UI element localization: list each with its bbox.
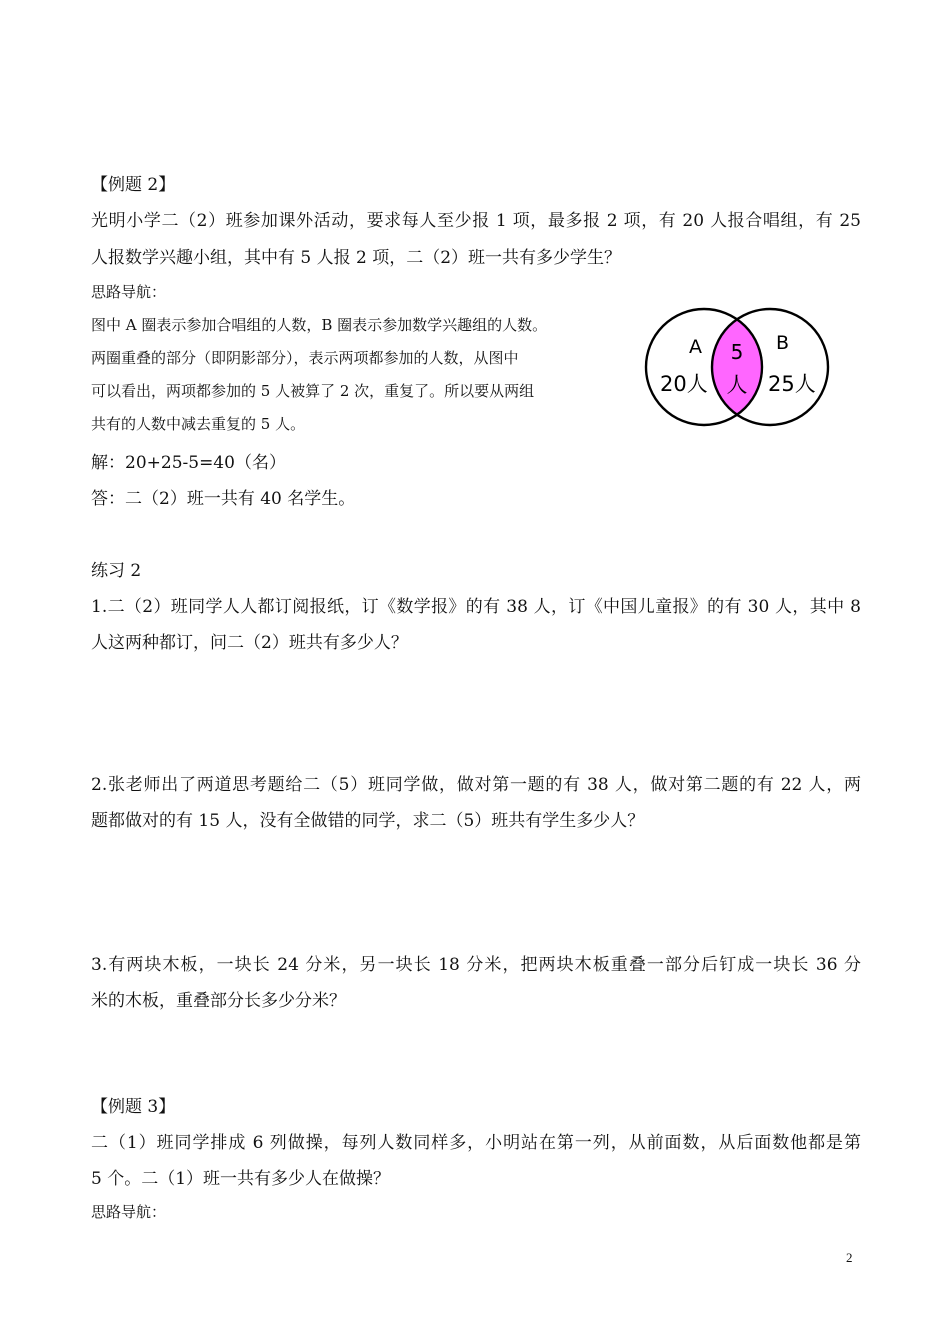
venn-count-a: 20人	[660, 372, 708, 396]
practice2-q1-line2: 人这两种都订，问二（2）班共有多少人？	[91, 633, 408, 653]
example2-hint-line2: 两圈重叠的部分（即阴影部分），表示两项都参加的人数，从图中	[91, 349, 519, 367]
example3-problem-line2: 5 个。二（1）班一共有多少人在做操？	[91, 1169, 391, 1189]
example2-hint-line4: 共有的人数中减去重复的 5 人。	[91, 415, 306, 433]
example2-problem-line2: 人报数学兴趣小组，其中有 5 人报 2 项，二（2）班一共有多少学生？	[91, 248, 622, 268]
example2-solution: 解：20+25-5=40（名）	[91, 453, 286, 473]
practice2-q3-line1: 3.有两块木板，一块长 24 分米，另一块长 18 分米，把两块木板重叠一部分后钉成一块长 36 分	[91, 955, 861, 975]
venn-label-b: B	[776, 332, 790, 354]
example2-heading: 【例题 2】	[91, 175, 176, 195]
practice2-q2-line1: 2.张老师出了两道思考题给二（5）班同学做，做对第一题的有 38 人，做对第二题的有 22 人，两	[91, 775, 861, 795]
example3-heading: 【例题 3】	[91, 1097, 176, 1117]
example3-hint-title: 思路导航：	[91, 1203, 167, 1221]
example2-answer: 答：二（2）班一共有 40 名学生。	[91, 489, 356, 509]
venn-overlap-count: 5	[730, 340, 744, 364]
practice2-q1-line1: 1.二（2）班同学人人都订阅报纸，订《数学报》的有 38 人，订《中国儿童报》的有 30 人，其中 8	[91, 597, 861, 617]
venn-count-b: 25人	[768, 372, 816, 396]
venn-label-a: A	[689, 336, 702, 358]
venn-overlap-unit: 人	[726, 373, 748, 397]
example2-problem-line1: 光明小学二（2）班参加课外活动，要求每人至少报 1 项，最多报 2 项，有 20 人报合唱组，有 25	[91, 211, 861, 231]
example2-hint-title: 思路导航：	[91, 283, 167, 301]
page-number: 2	[846, 1250, 853, 1265]
practice2-heading: 练习 2	[91, 561, 142, 581]
example3-problem-line1: 二（1）班同学排成 6 列做操，每列人数同样多，小明站在第一列，从前面数，从后面数他都是第	[91, 1133, 861, 1153]
practice2-q2-line2: 题都做对的有 15 人，没有全做错的同学，求二（5）班共有学生多少人？	[91, 811, 645, 831]
venn-diagram	[643, 307, 833, 429]
practice2-q3-line2: 米的木板，重叠部分长多少分米？	[91, 991, 346, 1011]
example2-hint-line3: 可以看出，两项都参加的 5 人被算了 2 次，重复了。所以要从两组	[91, 382, 535, 400]
example2-hint-line1: 图中 A 圈表示参加合唱组的人数，B 圈表示参加数学兴趣组的人数。	[91, 316, 548, 334]
